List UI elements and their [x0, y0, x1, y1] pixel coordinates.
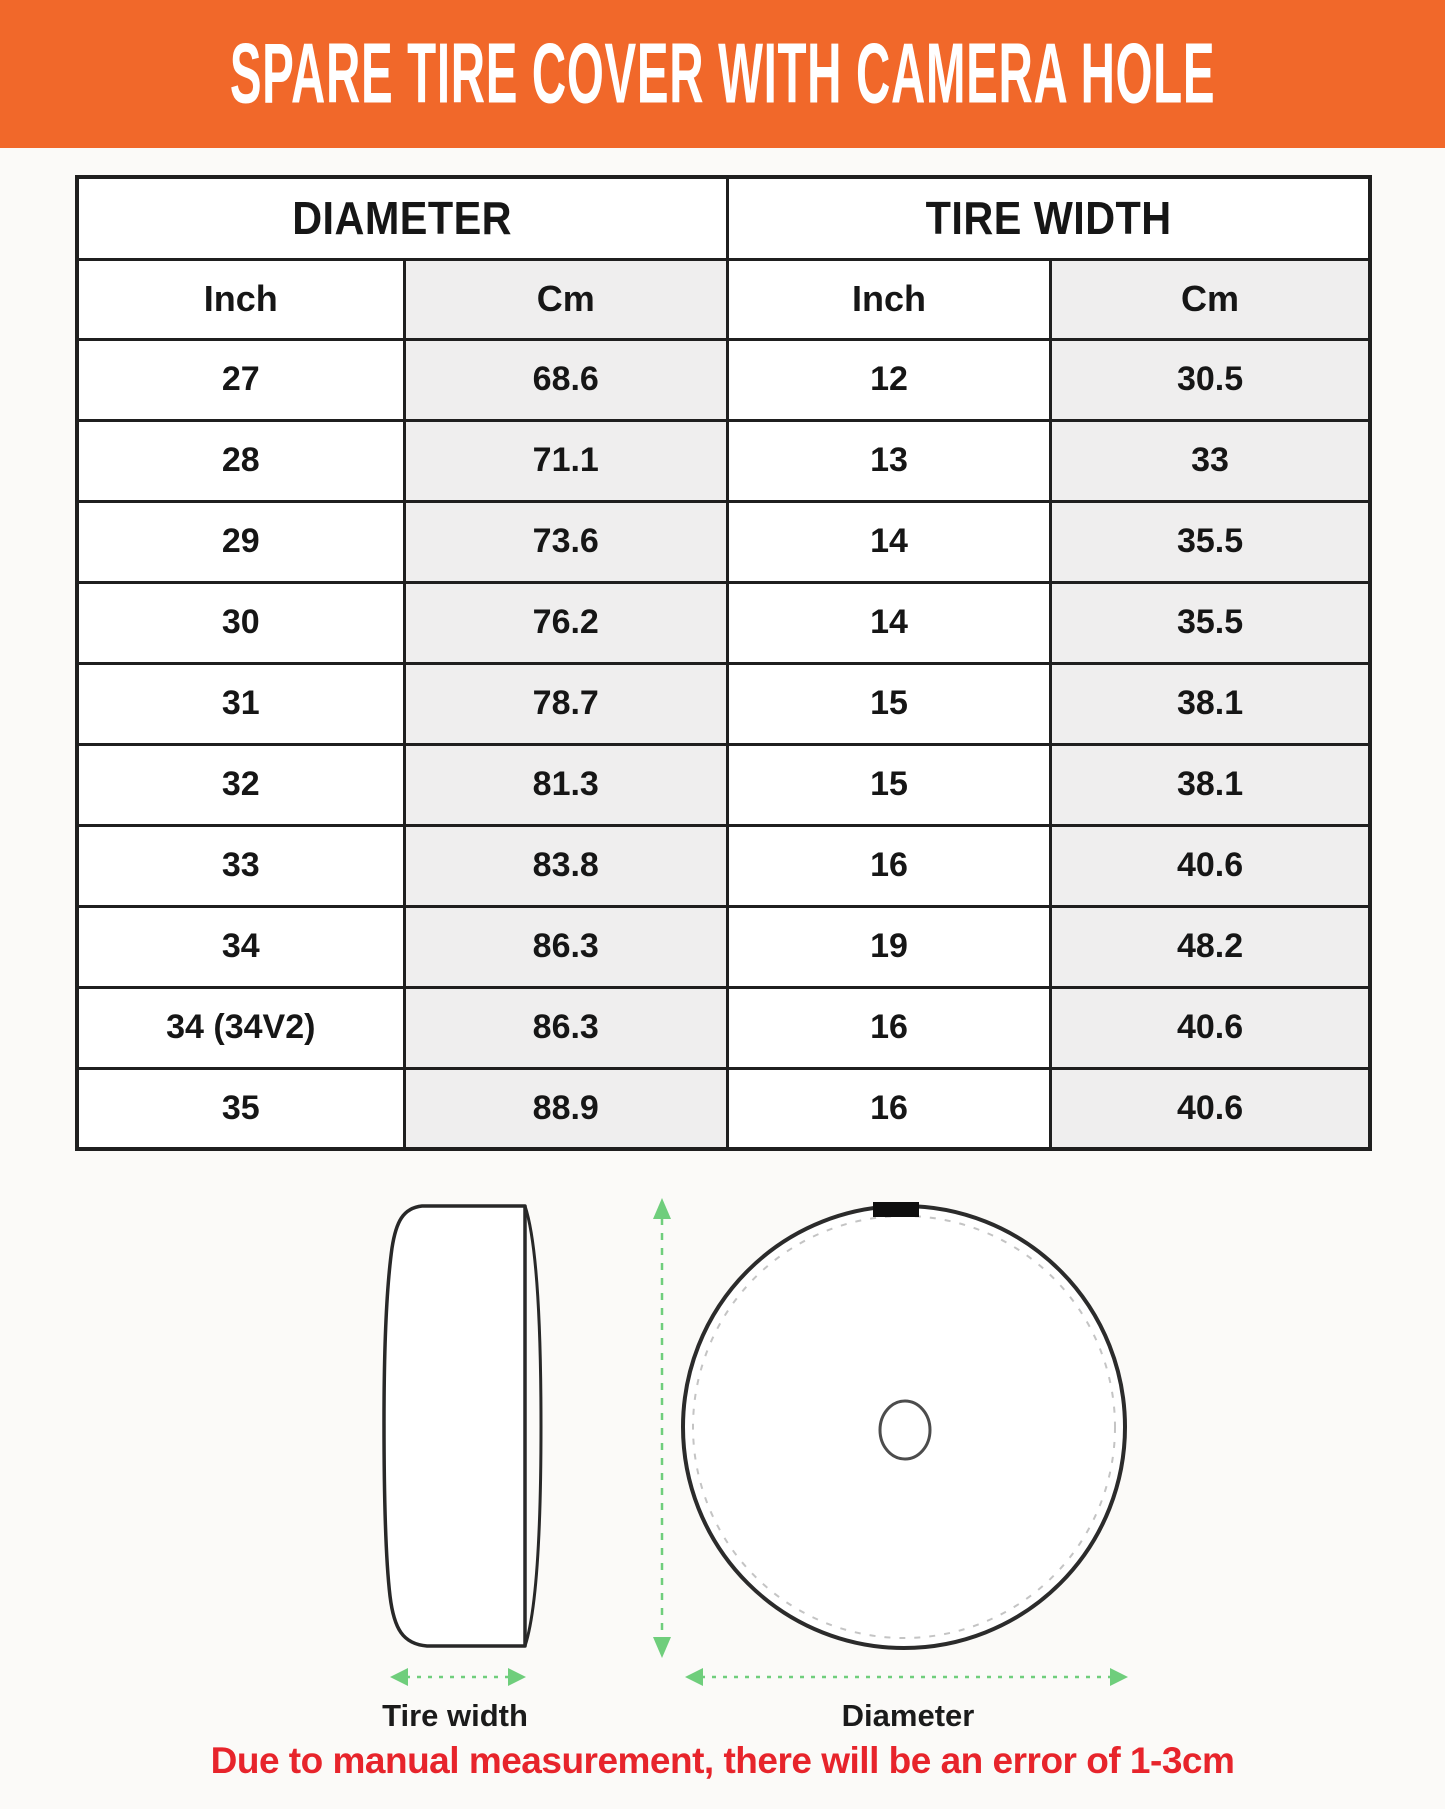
tire-side-view-drawing	[384, 1206, 541, 1646]
table-cell: 88.9	[404, 1068, 727, 1149]
table-cell: 86.3	[404, 906, 727, 987]
table-row	[77, 906, 1370, 987]
table-cell: 33	[1051, 420, 1370, 501]
diameter-vertical-arrow	[653, 1198, 671, 1658]
table-cell: 71.1	[404, 420, 727, 501]
table-cell: 16	[727, 825, 1050, 906]
table-cell: 16	[727, 1068, 1050, 1149]
table-cell: 30.5	[1051, 339, 1370, 420]
table-cell: 86.3	[404, 987, 727, 1068]
table-cell: 19	[727, 906, 1050, 987]
diameter-label: Diameter	[841, 1698, 975, 1733]
tire-width-group-header	[727, 177, 1370, 259]
table-cell: 83.8	[404, 825, 727, 906]
diameter-cm-header: Cm	[404, 259, 727, 339]
table-row	[77, 663, 1370, 744]
table-row	[77, 339, 1370, 420]
table-cell: 38.1	[1051, 663, 1370, 744]
table-cell: 35	[77, 1068, 404, 1149]
table-cell: 33	[77, 825, 404, 906]
table-cell: 76.2	[404, 582, 727, 663]
table-cell: 34	[77, 906, 404, 987]
diameter-group-label: DIAMETER	[292, 192, 513, 245]
table-row	[77, 1068, 1370, 1149]
table-cell: 48.2	[1051, 906, 1370, 987]
table-cell: 16	[727, 987, 1050, 1068]
table-cell: 73.6	[404, 501, 727, 582]
measurement-note: Due to manual measurement, there will be an error of 1-3cm	[210, 1740, 1235, 1781]
tire-width-inch-header: Inch	[727, 259, 1050, 339]
table-cell: 40.6	[1051, 1068, 1370, 1149]
tire-front-view-drawing	[683, 1202, 1125, 1648]
table-cell: 13	[727, 420, 1050, 501]
tire-width-cm-header: Cm	[1051, 259, 1370, 339]
table-cell: 78.7	[404, 663, 727, 744]
tire-width-group-label: TIRE WIDTH	[925, 192, 1172, 245]
table-cell: 40.6	[1051, 987, 1370, 1068]
tire-width-label: Tire width	[382, 1698, 528, 1733]
table-cell: 32	[77, 744, 404, 825]
table-row	[77, 744, 1370, 825]
table-cell: 35.5	[1051, 501, 1370, 582]
table-cell: 31	[77, 663, 404, 744]
table-row	[77, 825, 1370, 906]
tire-width-arrow	[390, 1668, 526, 1686]
diameter-arrow	[685, 1668, 1128, 1686]
table-cell: 35.5	[1051, 582, 1370, 663]
table-row	[77, 582, 1370, 663]
table-row	[77, 501, 1370, 582]
tire-diagram	[0, 1150, 1445, 1710]
table-row	[77, 420, 1370, 501]
table-cell: 15	[727, 744, 1050, 825]
table-cell: 38.1	[1051, 744, 1370, 825]
diameter-inch-header: Inch	[77, 259, 404, 339]
size-table	[75, 175, 1372, 1151]
group-header-row	[77, 177, 1370, 259]
subheader-row	[77, 259, 1370, 339]
table-cell: 28	[77, 420, 404, 501]
hanger-tab	[873, 1202, 919, 1217]
table-cell: 27	[77, 339, 404, 420]
table-cell: 34 (34V2)	[77, 987, 404, 1068]
banner-title: SPARE TIRE COVER WITH CAMERA HOLE	[229, 26, 1216, 122]
table-cell: 40.6	[1051, 825, 1370, 906]
table-row	[77, 987, 1370, 1068]
table-cell: 12	[727, 339, 1050, 420]
table-cell: 15	[727, 663, 1050, 744]
table-cell: 14	[727, 582, 1050, 663]
table-cell: 30	[77, 582, 404, 663]
diameter-group-header	[77, 177, 727, 259]
banner	[0, 0, 1445, 148]
table-cell: 14	[727, 501, 1050, 582]
table-cell: 29	[77, 501, 404, 582]
table-cell: 68.6	[404, 339, 727, 420]
table-cell: 81.3	[404, 744, 727, 825]
camera-hole	[880, 1401, 930, 1459]
